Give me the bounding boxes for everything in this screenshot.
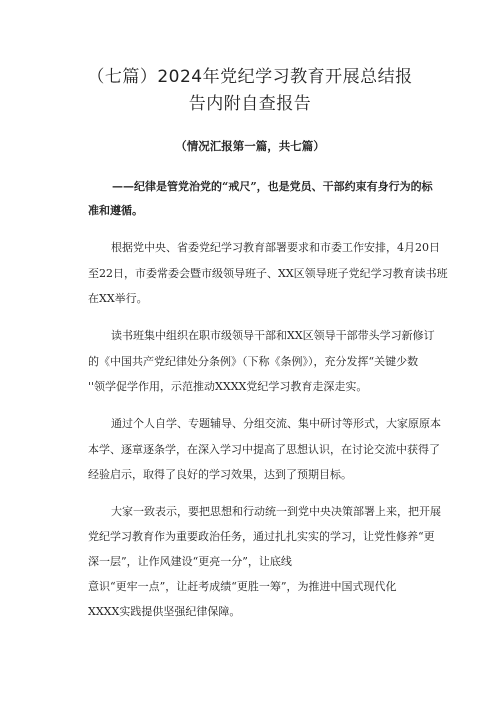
document-subtitle: （情况汇报第一篇，共七篇）: [175, 139, 325, 153]
paragraph-4-line-4: 意识“更牢一点”，让赶考成绩“更胜一筹”，为推进中国式现代化: [88, 580, 397, 593]
paragraph-3-line-3: 经验启示，取得了良好的学习效果，达到了预期目标。: [88, 468, 352, 481]
paragraph-4-line-1: 大家一致表示，要把思想和行动统一到党中央决策部署上来，把开展: [111, 505, 441, 518]
paragraph-1-line-2: 至22日，市委常委会暨市级领导班子、XX区领导班子党纪学习教育读书班: [88, 267, 448, 280]
intro-line-2: 准和遵循。: [88, 204, 143, 217]
paragraph-4-line-2: 党纪学习教育作为重要政治任务，通过扎扎实实的学习，让党性修养“更: [88, 530, 435, 543]
paragraph-1-line-3: 在XX举行。: [88, 292, 148, 305]
document-title-line-2: 告内附自查报告: [188, 94, 312, 114]
paragraph-1-line-1: 根据党中央、省委党纪学习教育部署要求和市委工作安排，4月20日: [111, 241, 440, 254]
paragraph-4-line-3: 深一层”，让作风建设“更亮一分”，让底线: [88, 555, 292, 568]
paragraph-4-line-5: XXXX实践提供坚强纪律保障。: [88, 605, 241, 618]
paragraph-2-line-3: ''领学促学作用，示范推动XXXX党纪学习教育走深走实。: [88, 380, 368, 393]
paragraph-3-line-1: 通过个人自学、专题辅导、分组交流、集中研讨等形式，大家原原本: [111, 417, 441, 430]
paragraph-2-line-1: 读书班集中组织在职市级领导干部和XX区领导干部带头学习新修订: [111, 329, 435, 342]
document-title-line-1: （七篇）2024年党纪学习教育开展总结报: [87, 67, 413, 87]
paragraph-2-line-2: 的《中国共产党纪律处分条例》（下称《条例》），充分发挥“关键少数: [88, 355, 419, 368]
paragraph-3-line-2: 本学、逐章逐条学，在深入学习中提高了思想认识，在讨论交流中获得了: [88, 443, 440, 456]
intro-line-1: ——纪律是管党治党的“戒尺”，也是党员、干部约束有身行为的标: [112, 180, 433, 193]
